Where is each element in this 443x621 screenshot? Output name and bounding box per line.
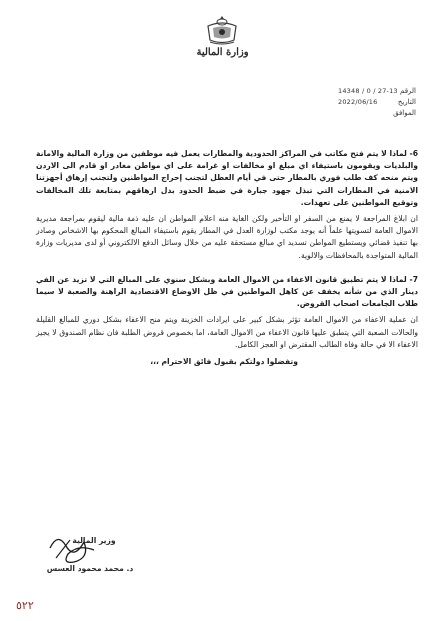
reference-block: [338, 87, 416, 120]
hijri-date-label: الموافق: [393, 109, 416, 117]
question-6: 6- لماذا لا يتم فتح مكاتب في المراكز الحدودية والمطارات يعمل فيه موظفين من وزارة المالية والامانة والبلديات ويقومون باستيفاء اي مبلغ او مخالفات او غرامة على اي مواطن مغادر او قادم الى الاردن ويتم منحه كف طلب فوري بالمطار حتى في أيام العطل لتجنب إحراج المواطنين ولتجنب إرهاق أجهزتنا الامنية في المطارات التي تبذل جهود جبارة في ضبط الحدود بدل ارهاقهم بمتابعة تلك المخالفات وتوقيع المواطنين على تعهدات.: [36, 149, 418, 207]
question-7: 7- لماذا لا يتم تطبيق قانون الاعفاء من الاموال العامة وبشكل سنوي على المبالغ التي لا تزيد عن الفي دينار الذي من شأنه يخفف عن كاهل المواطنين في ظل الاوضاع الاقتصادية الراهنة والصعبة لا سيما طلاب الجامعات اصحاب القروض.: [36, 274, 418, 309]
date-label: التاريخ: [397, 98, 416, 106]
coat-of-arms-emblem: [204, 14, 240, 46]
date-row: [338, 98, 416, 109]
page-number: ٥٢٢: [16, 599, 34, 612]
reference-label: الرقم: [400, 87, 416, 95]
signatory-title: وزير المالية: [72, 536, 116, 545]
reference-number: 14348 / 0 / 27-13: [338, 87, 398, 95]
ministry-name: وزارة المالية: [196, 47, 249, 58]
reference-number-row: [338, 87, 416, 98]
signatory-name: د. محمد محمود العسس: [46, 564, 134, 573]
answer-7: ان عملية الاعفاء من الاموال العامة تؤثر بشكل كبير على ايرادات الخزينة ويتم منح الاعفاء بشكل دوري للمبالغ القليلة والحالات الصعبة التي يتطبق عليها قانون الاعفاء من الاموال العامة، اما بخصوص قروض الطلبة فان نظام الصندوق لا يجيز الاعفاء الا في حالة وفاة الطالب المقترض او العجز الكامل.: [36, 315, 418, 349]
letter-body: [36, 148, 418, 374]
date-value: 2022/06/16: [338, 98, 378, 106]
hijri-date-row: [338, 109, 416, 120]
answer-6: ان ابلاغ المراجعة لا يمنع من السفر او التأخير ولكن الغاية منه اعلام المواطن ان عليه ذمة مالية ليقوم بمراجعة مديرية الاموال العامة لتسويتها علماً أنه يوجد مكتب لوزارة العدل في المطار يقوم باستيفاء المبالغ المحكوم بها الاشخاص وصادر بها تنفيذ قضائي ويستطيع المواطن تسديد اي مبالغ مستحقة عليه من خلال وسائل الدفع الالكتروني أو لدى مديريات وزارة المالية المتواجدة بالمحافظات والالوية.: [36, 214, 418, 260]
closing-salutation: وتفضلوا دولتكم بقبول فائق الاحترام ،،،: [150, 357, 298, 367]
